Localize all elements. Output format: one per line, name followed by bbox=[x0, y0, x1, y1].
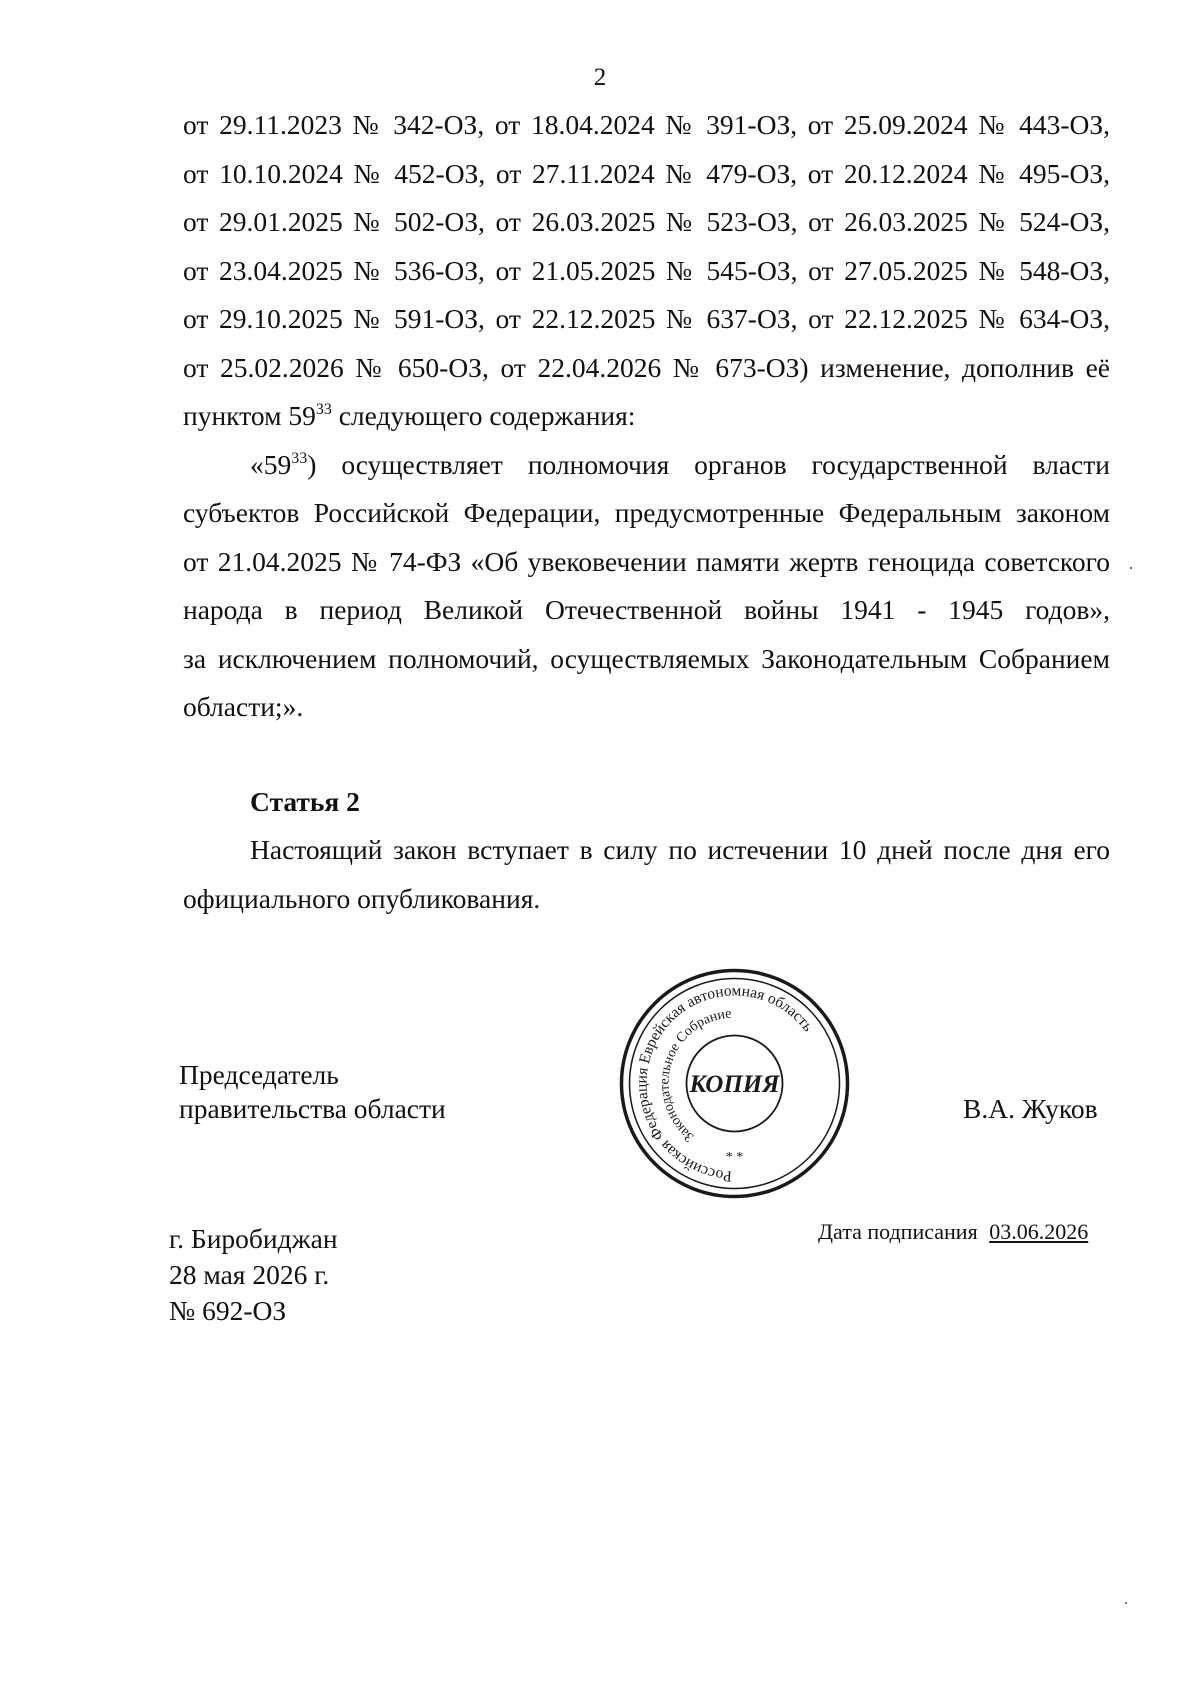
seal-inner-text: Законодательное Собрание bbox=[657, 1006, 733, 1145]
intro-text-end: следующего содержания: bbox=[331, 400, 636, 431]
law-date: 28 мая 2026 г. bbox=[169, 1259, 330, 1290]
signer-title bbox=[179, 1058, 446, 1126]
amendment-line: от 29.10.2025 № 591-ОЗ, от 22.12.2025 № 637-ОЗ, от 22.12.2025 № 634-ОЗ, bbox=[183, 303, 1110, 334]
quoted-item-open: «59 bbox=[250, 448, 292, 480]
seal-outer-text: Российская Федерация Еврейская автономная область bbox=[633, 982, 817, 1185]
intro-superscript: 33 bbox=[315, 401, 332, 418]
amendment-line: от 10.10.2024 № 452-ОЗ, от 27.11.2024 № 479-ОЗ, от 20.12.2024 № 495-ОЗ, bbox=[183, 157, 1110, 189]
intro-line bbox=[183, 392, 1110, 441]
place-date-number bbox=[169, 1221, 338, 1329]
quoted-item-line: народа в период Великой Отечественной войны 1941 - 1945 годов», bbox=[183, 594, 1110, 625]
quoted-item-last-line: области;». bbox=[183, 691, 304, 722]
article-2-line: официального опубликования. bbox=[183, 882, 541, 914]
intro-text: пунктом 59 bbox=[183, 400, 316, 431]
quoted-item-line: субъектов Российской Федерации, предусмотренные Федеральным законом bbox=[183, 497, 1110, 528]
signer-title-line: Председатель bbox=[179, 1059, 339, 1090]
article-2-line: Настоящий закон вступает в силу по истечении 10 дней после дня его bbox=[250, 834, 1110, 865]
signing-date-label: Дата подписания bbox=[818, 1219, 978, 1244]
article-2-heading: Статья 2 bbox=[250, 786, 360, 817]
seal-center-text: КОПИЯ bbox=[689, 1071, 780, 1098]
quoted-item-line: от 21.04.2025 № 74-ФЗ «Об увековечении памяти жертв геноцида советского bbox=[183, 545, 1110, 577]
quoted-item-first-line bbox=[183, 441, 1110, 490]
page-number: 2 bbox=[593, 64, 607, 91]
scan-speck bbox=[1125, 1602, 1127, 1604]
signing-date-value: 03.06.2026 bbox=[989, 1219, 1089, 1244]
quoted-item-superscript: 33 bbox=[291, 449, 308, 467]
amendment-line: от 29.01.2025 № 502-ОЗ, от 26.03.2025 № 523-ОЗ, от 26.03.2025 № 524-ОЗ, bbox=[183, 206, 1110, 237]
amendment-paragraph bbox=[183, 101, 1110, 732]
amendment-line: от 25.02.2026 № 650-ОЗ, от 22.04.2026 № 673-ОЗ) изменение, дополнив её bbox=[183, 351, 1110, 383]
signer-name: В.А. Жуков bbox=[963, 1093, 1098, 1124]
amendment-line: от 29.11.2023 № 342-ОЗ, от 18.04.2024 № 391-ОЗ, от 25.09.2024 № 443-ОЗ, bbox=[183, 109, 1110, 140]
quoted-item-line: за исключением полномочий, осуществляемых Законодательным Собранием bbox=[183, 642, 1110, 674]
amendment-line: от 23.04.2025 № 536-ОЗ, от 21.05.2025 № 545-ОЗ, от 27.05.2025 № 548-ОЗ, bbox=[183, 254, 1110, 286]
signing-date-block bbox=[818, 1219, 1088, 1245]
scan-speck bbox=[1130, 567, 1132, 569]
city: г. Биробиджан bbox=[169, 1223, 338, 1254]
law-number: № 692-ОЗ bbox=[169, 1295, 287, 1326]
seal-stars: * * bbox=[725, 1150, 744, 1165]
seal-stamp bbox=[617, 966, 852, 1201]
article-2-text bbox=[183, 826, 1110, 923]
signer-title-line: правительства области bbox=[179, 1093, 446, 1124]
quoted-item-first-text: ) осуществляет полномочия органов государственной власти bbox=[307, 448, 1110, 480]
